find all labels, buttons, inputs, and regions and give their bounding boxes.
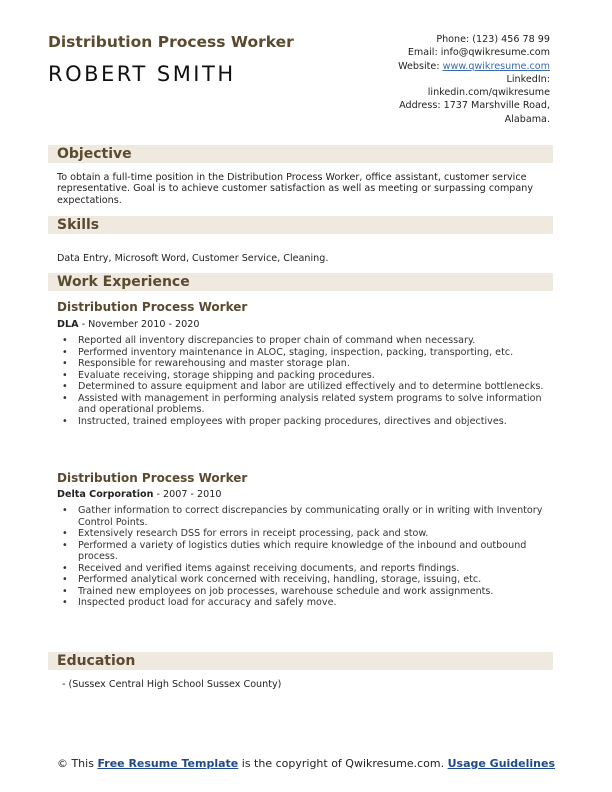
work-heading: Work Experience [57,274,190,290]
list-item: • Performed a variety of logistics duties which require knowledge of the inbound and outbound process. [62,540,548,563]
job-1-company: DLA [57,319,79,330]
list-item: • Inspected product load for accuracy and safely move. [62,597,548,609]
contact-phone: Phone: (123) 456 78 99 [436,34,550,45]
contact-address-line2: Alabama. [504,113,550,125]
job-2-title: Distribution Process Worker [57,471,248,485]
job-2-bullets [62,505,548,609]
list-item: • Gather information to correct discrepancies by communicating orally or in writing with Inventory Control Points. [62,505,548,528]
list-item: • Assisted with management in performing analysis related system programs to solve information and operational problems. [62,393,548,416]
list-item: • Evaluate receiving, storage shipping and packing procedures. [62,370,548,382]
objective-section-header [48,145,553,163]
list-item: • Received and verified items against receiving documents, and reports findings. [62,563,548,575]
work-section-header [48,273,553,291]
skills-heading: Skills [57,217,100,233]
contact-website [330,60,550,73]
objective-text: To obtain a full-time position in the Distribution Process Worker, office assistant, customer service representative. Goal is to achieve customer satisfaction as well as meeting or surpassing company expectations. [57,172,534,206]
job-2-company: Delta Corporation [57,489,154,500]
list-item: • Reported all inventory discrepancies to proper chain of command when necessary. [62,335,548,347]
contact-linkedin-label: LinkedIn: [506,73,550,85]
list-item: • Determined to assure equipment and labor are utilized effectively and to determine bottlenecks. [62,381,548,393]
job-2-dates: - 2007 - 2010 [153,489,222,500]
contact-address-line1: Address: 1737 Marshville Road, [399,100,550,112]
list-item: • Trained new employees on job processes, warehouse schedule and work assignments. [62,586,548,598]
free-resume-template-link[interactable]: Free Resume Template [97,757,239,770]
footer-middle: is the copyright of Qwikresume.com. [238,757,448,770]
website-label: Website: [398,60,443,72]
footer-prefix: © This [56,757,98,770]
objective-heading: Objective [57,146,132,162]
list-item: • Responsible for rewarehousing and master storage plan. [62,358,548,370]
contact-block [330,33,550,126]
job-1-bullets [62,335,548,427]
skills-section-header [48,216,553,234]
list-item: • Instructed, trained employees with proper packing procedures, directives and objectives. [62,416,548,428]
contact-linkedin-value: linkedin.com/qwikresume [427,87,550,99]
website-link[interactable]: www.qwikresume.com [442,60,550,72]
copyright-footer [56,757,556,770]
job-1-dates: - November 2010 - 2020 [78,319,200,330]
resume-job-title: Distribution Process Worker [48,33,294,51]
job-2-meta [57,489,221,500]
list-item: • Performed analytical work concerned with receiving, handling, storage, issuing, etc. [62,574,548,586]
usage-guidelines-link[interactable]: Usage Guidelines [447,757,556,770]
list-item: • Performed inventory maintenance in ALOC, staging, inspection, packing, transporting, etc. [62,347,548,359]
list-item: • Extensively research DSS for errors in receipt processing, pack and stow. [62,528,548,540]
job-1-meta [57,319,199,330]
candidate-name: ROBERT SMITH [48,62,236,86]
education-heading: Education [57,653,136,669]
job-1-title: Distribution Process Worker [57,300,248,314]
education-section-header [48,652,553,670]
education-text: - (Sussex Central High School Sussex County) [62,679,282,690]
skills-text: Data Entry, Microsoft Word, Customer Service, Cleaning. [57,253,329,264]
contact-email: Email: info@qwikresume.com [407,47,550,59]
